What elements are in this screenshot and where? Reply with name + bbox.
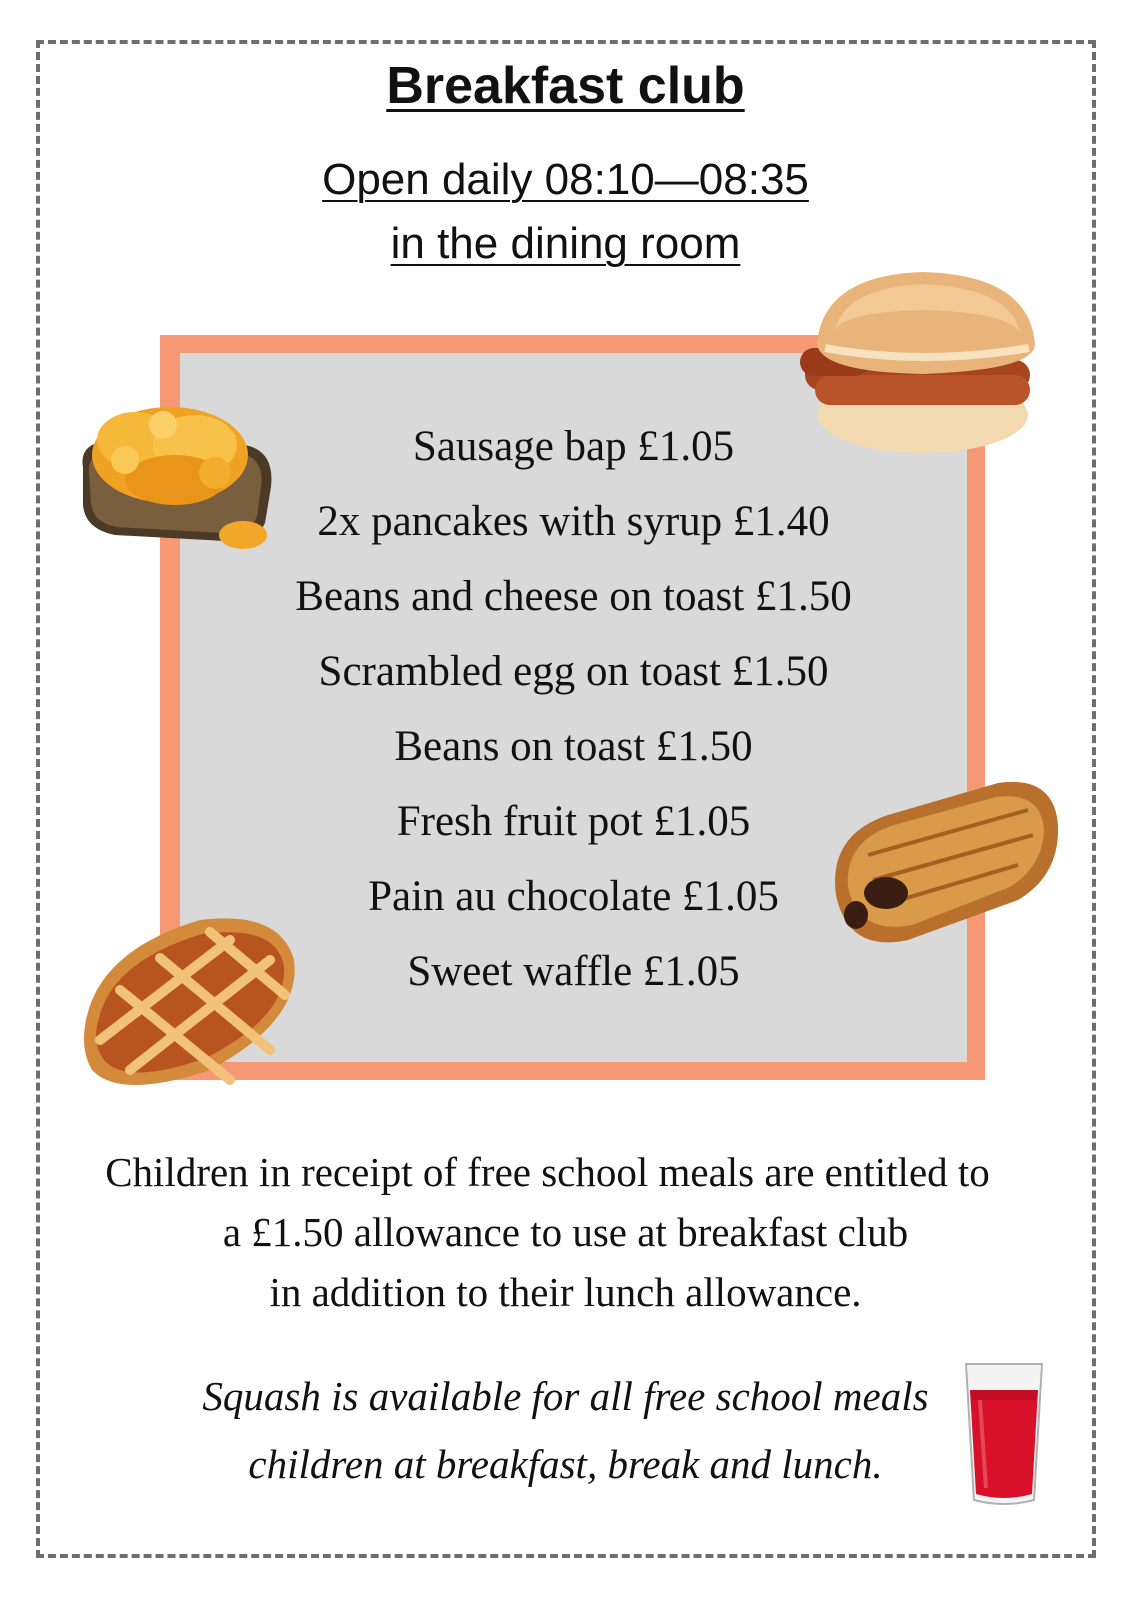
squash-line: children at breakfast, break and lunch. — [248, 1441, 883, 1487]
sausage-bap-icon — [795, 270, 1040, 460]
scrambled-egg-toast-icon — [75, 395, 275, 560]
notice-line: Children in receipt of free school meals are entitled to — [105, 1149, 990, 1195]
pain-au-chocolat-icon — [828, 775, 1060, 950]
menu-item: Sausage bap £1.05 — [412, 423, 735, 470]
menu-item: Beans and cheese on toast £1.50 — [295, 573, 852, 620]
notice-line: in addition to their lunch allowance. — [269, 1269, 862, 1315]
menu-item: Pain au chocolate £1.05 — [368, 873, 779, 920]
menu-item: Sweet waffle £1.05 — [407, 948, 740, 995]
menu-item: Fresh fruit pot £1.05 — [396, 798, 751, 845]
squash-line: Squash is available for all free school meals — [202, 1373, 929, 1419]
poster-title: Breakfast club — [386, 57, 745, 115]
squash-glass-icon — [962, 1360, 1046, 1508]
waffle-icon — [80, 910, 300, 1090]
menu-item: Scrambled egg on toast £1.50 — [318, 648, 829, 695]
notice-line: a £1.50 allowance to use at breakfast club — [222, 1209, 909, 1255]
opening-hours: Open daily 08:10—08:35 — [322, 155, 809, 204]
menu-item: Beans on toast £1.50 — [394, 723, 753, 770]
location: in the dining room — [390, 219, 741, 268]
menu-item: 2x pancakes with syrup £1.40 — [317, 498, 830, 545]
